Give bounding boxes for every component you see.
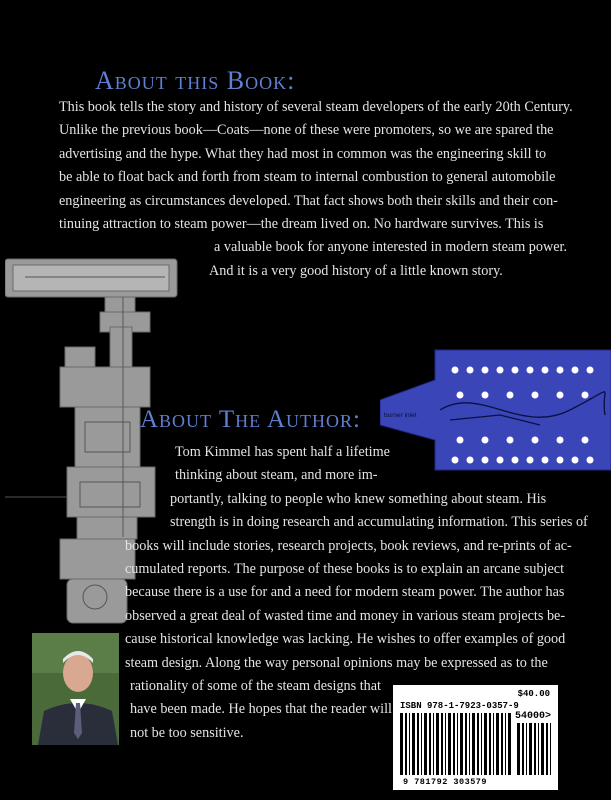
author-photo [32,633,119,745]
isbn-label: ISBN 978-1-7923-0357-9 [400,701,519,711]
about-book-text [59,96,573,283]
author-line: strength is in doing research and accumulating information. This series of [170,514,588,531]
barcode-number: 9 781792 303579 [403,777,488,787]
author-line: steam design. Along the way personal opinions may be expressed as to the [125,654,548,671]
addon-code: 54000> [514,711,551,722]
book-line: be able to float back and forth from steam to internal combustion to general automobile [59,169,556,186]
about-author-heading: About The Author: [140,406,361,433]
price-label: $40.00 [517,689,550,699]
barcode-bars [400,713,515,775]
author-line: because there is a use for and a need for modern steam power. The author has [125,584,565,601]
author-line: cumulated reports. The purpose of these books is to explain an arcane subject [125,561,565,578]
isbn-barcode [393,685,558,790]
book-line: Unlike the previous book—Coats—none of these were promoters, so we are spared the [59,122,554,139]
author-line: portantly, talking to people who knew something about steam. His [170,490,547,507]
addon-bars [517,723,553,775]
author-line: have been made. He hopes that the reader will [130,701,392,718]
burner-inlet-label: burner inlet [384,412,417,419]
author-line: rationality of some of the steam designs that [130,678,381,695]
book-line: tinuing attraction to steam power—the dream lived on. No hardware survives. This is [59,216,544,233]
about-book-heading: About this Book: [95,66,296,95]
book-line: This book tells the story and history of several steam developers of the early 20th Century. [59,99,573,115]
author-line: thinking about steam, and more im- [175,467,378,484]
author-line: cause historical knowledge was lacking. He wishes to offer examples of good [125,631,566,648]
author-line: Tom Kimmel has spent half a lifetime [175,444,390,460]
author-line: not be too sensitive. [130,724,244,741]
author-line: books will include stories, research projects, book reviews, and re-prints of ac- [125,537,572,554]
book-line: advertising and the hype. What they had most in common was the engineering skill to [59,145,547,162]
book-line: a valuable book for anyone interested in modern steam power. [214,239,567,256]
book-line: engineering as circumstances developed. That fact shows both their skills and their con- [59,192,558,209]
author-line: observed a great deal of wasted time and money in various steam projects be- [125,607,566,624]
book-line: And it is a very good history of a little known story. [209,262,503,279]
